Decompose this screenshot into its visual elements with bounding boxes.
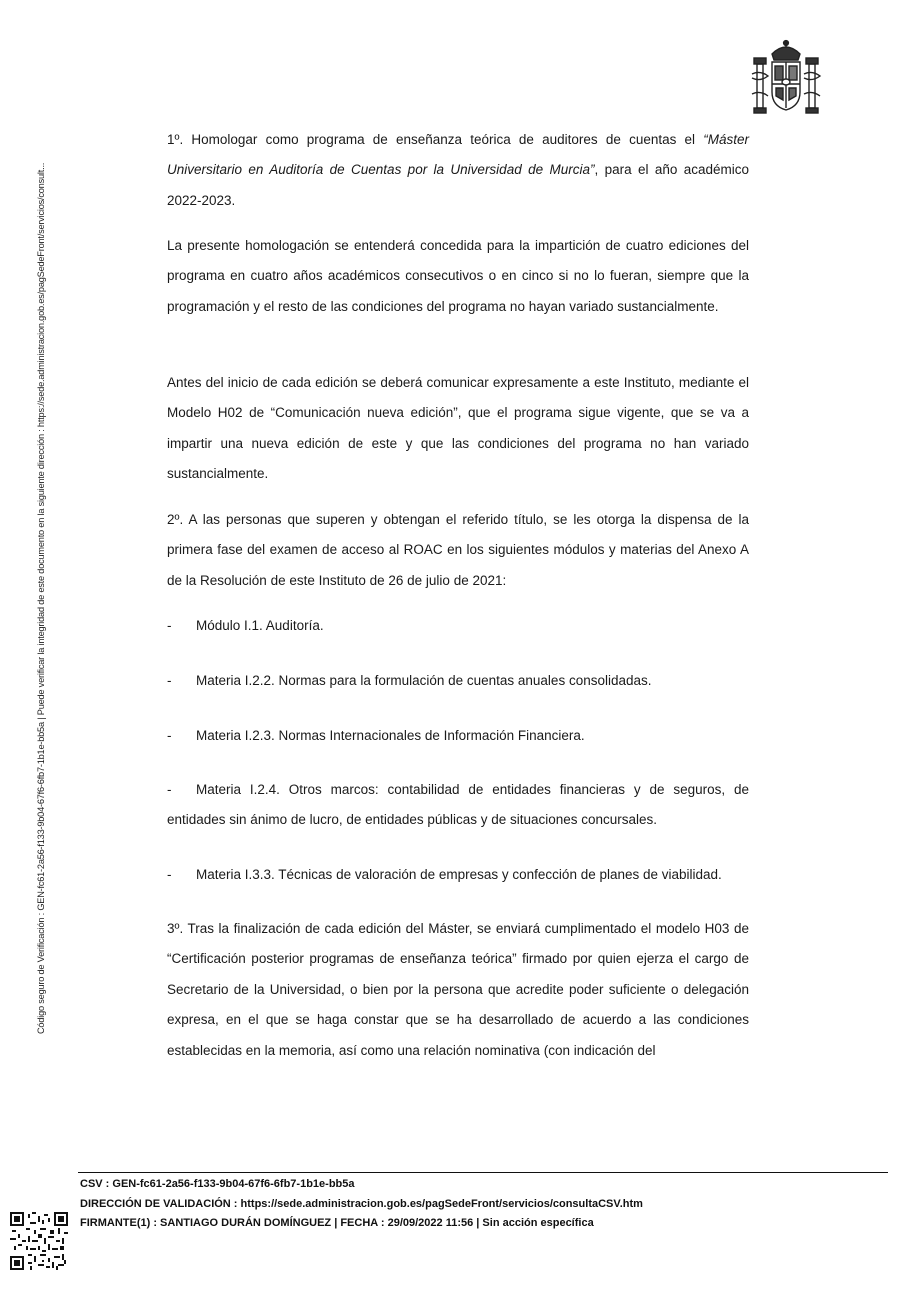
paragraph-4: 2º. A las personas que superen y obtengan el referido título, se les otorga la dispensa de la primera fase del examen de acceso al ROAC en los siguientes módulos y materias del Anexo A de la Resolución de este Instituto de 26 de julio de 2021:	[167, 512, 749, 588]
verification-side-note: Código seguro de Verificación : GEN-fc61-2a56-f133-9b04-67f6-6fb7-1b1e-bb5a | Puede verificar la integridad de este documento en la siguiente dirección : https://sede.administracion.gob.es/pagSedeFront/servicios/consult...	[36, 162, 46, 1034]
list-dash: -	[167, 728, 172, 743]
list-item-text: Módulo I.1. Auditoría.	[196, 618, 324, 633]
qr-code-icon	[10, 1212, 68, 1270]
paragraph-2: La presente homologación se entenderá concedida para la impartición de cuatro ediciones del programa en cuatro años académicos consecutivos o en cinco si no lo fueran, siempre que la programación y el resto de las condiciones del programa no hayan variado sustancialmente.	[167, 238, 749, 314]
list-item-text: Materia I.3.3. Técnicas de valoración de empresas y confección de planes de viabilidad.	[196, 867, 722, 882]
list-item	[167, 775, 749, 836]
paragraph-1-prefix: 1º. Homologar como programa de enseñanza teórica de auditores de cuentas el	[167, 132, 704, 147]
list-item	[167, 860, 749, 890]
paragraph-3: Antes del inicio de cada edición se deberá comunicar expresamente a este Instituto, mediante el Modelo H02 de “Comunicación nueva edición”, que el programa sigue vigente, que se va a impartir una nueva edición de este y que las condiciones del programa no han variado sustancialmente.	[167, 375, 749, 482]
footer-csv: CSV : GEN-fc61-2a56-f133-9b04-67f6-6fb7-1b1e-bb5a	[80, 1178, 355, 1190]
paragraph-5: 3º. Tras la finalización de cada edición del Máster, se enviará cumplimentado el modelo H03 de “Certificación posterior programas de enseñanza teórica” firmado por quien ejerza el cargo de Secretario de la Universidad, o bien por la persona que acredite poder suficiente o delegación expresa, en el que se haga constar que se ha desarrollado de acuerdo a las condiciones establecidas en la memoria, así como una relación nominativa (con indicación del	[167, 921, 749, 1058]
list-dash: -	[167, 867, 172, 882]
footer-signer: FIRMANTE(1) : SANTIAGO DURÁN DOMÍNGUEZ | FECHA : 29/09/2022 11:56 | Sin acción específica	[80, 1217, 594, 1229]
footer-divider	[78, 1172, 888, 1173]
coat-of-arms-icon	[748, 38, 824, 120]
list-item-text: Materia I.2.2. Normas para la formulación de cuentas anuales consolidadas.	[196, 673, 652, 688]
paragraph-1	[167, 125, 749, 216]
list-item	[167, 721, 749, 751]
list-item-text: Materia I.2.3. Normas Internacionales de Información Financiera.	[196, 728, 585, 743]
paragraph-1-suffix: , para el año académico 2022-2023.	[167, 162, 749, 208]
list-item	[167, 611, 749, 641]
paragraph-1-program-name: “Máster Universitario en Auditoría de Cuentas por la Universidad de Murcia”	[167, 132, 749, 178]
list-item	[167, 666, 749, 696]
list-item-text: Materia I.2.4. Otros marcos: contabilidad de entidades financieras y de seguros, de entidades sin ánimo de lucro, de entidades públicas y de situaciones concursales.	[167, 782, 749, 828]
list-dash: -	[167, 782, 172, 797]
list-dash: -	[167, 673, 172, 688]
list-dash: -	[167, 618, 172, 633]
footer-validation-url: DIRECCIÓN DE VALIDACIÓN : https://sede.administracion.gob.es/pagSedeFront/servicios/consultaCSV.htm	[80, 1198, 643, 1210]
